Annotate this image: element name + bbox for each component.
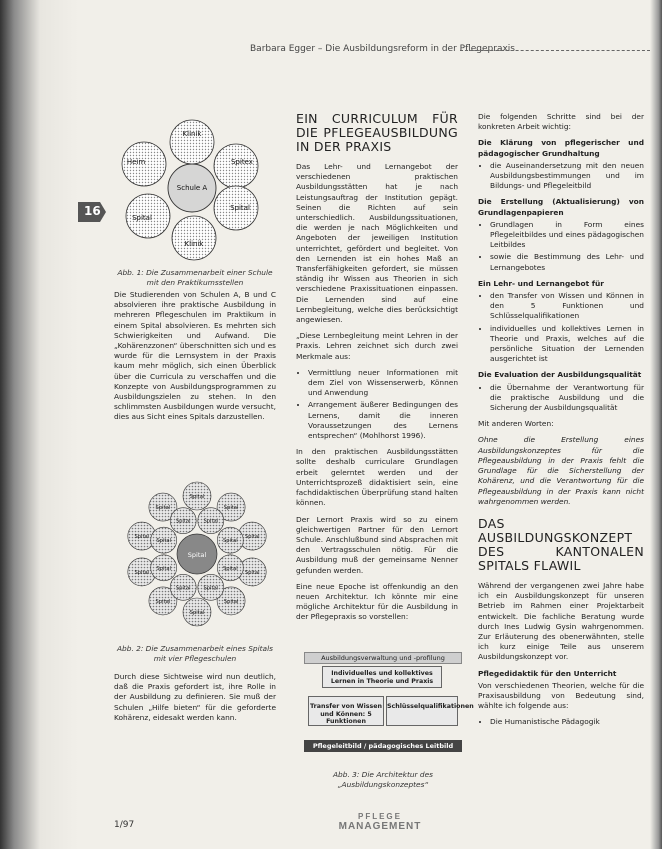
- fig2-node-label: Spital: [175, 518, 191, 525]
- fig2-node-label: Spital: [155, 598, 171, 605]
- col3-bullet: • Die Humanistische Pädagogik: [490, 717, 644, 727]
- col2-paragraph-2: „Diese Lernbegleitung meint Lehren in der Praxis. Lehren zeichnet sich durch zwei Merkmale aus:: [296, 331, 458, 361]
- figure-2-diagram: [122, 470, 272, 638]
- journal-logo: [324, 812, 436, 834]
- col1-paragraph-1: Die Studierenden von Schulen A, B und C absolvieren ihre praktische Ausbildung in mehreren Pflegeschulen im Praktikum in einem Spital absolvieren. Es mehrten sich Schwierigkeiten und Aufwand. Die „Kohärenzzonen“ überschnitten sich und es wurde für die Lernsystem in der Praxis kaum mehr möglich, sich einen Überblick über die Curricula zu verschaffen und die Konzepte von Ausbildungsprogrammen zu Ausbildungszielen zu stehen. In den schlimmsten Ausbildungen wurde versucht, dies aus Sicht eines Spitals darzustellen.: [114, 290, 276, 422]
- col3-subheading-2: Die Erstellung (Aktualisierung) von Grundlagenpapieren: [478, 197, 644, 217]
- fig3-top-band: Ausbildungsverwaltung und -profilung: [304, 652, 462, 664]
- fig1-label-center: Schule A: [176, 184, 208, 192]
- fig2-node-label: Spital: [223, 598, 239, 605]
- col3-bullet: • Grundlagen in Form eines Pflegeleitbildes und eines pädagogischen Leitbildes: [490, 220, 644, 251]
- col2-paragraph-5: Eine neue Epoche ist offenkundig an den neuen Architektur. Ich könnte mir eine mögliche Architektur für die Ausbildung in der Pflegepraxis so vorstellen:: [296, 581, 458, 622]
- fig1-label-5: Klinik: [184, 240, 204, 248]
- col2-paragraph-4: Der Lernort Praxis wird so zu einem gleichwertigen Partner für den Lernort Schule. Anschlußbund sind Absprachen mit den Vertragsschulen nötig. Für die Ausbildung muß der gemeinsame Nenner gefunden werden.: [296, 514, 458, 575]
- fig2-node-label: Spital: [222, 538, 238, 545]
- fig1-label-0: Klinik: [182, 130, 202, 138]
- fig2-node-label: Spital: [244, 569, 260, 576]
- column-1-bottom: [114, 672, 276, 729]
- logo-line-2: MANAGEMENT: [338, 821, 422, 832]
- col3-italic-summary: Ohne die Erstellung eines Ausbildungskonzeptes für die Pflegeausbildung in der Praxis fehlt die Grundlage für die Sicherstellung der Kohärenz, und die Verantwortung für die Pflegeausbildung in der Praxis kann nicht wahrgenommen werden.: [478, 435, 644, 506]
- col3-list-1: [478, 161, 644, 192]
- fig2-node-label: Spital: [244, 534, 260, 541]
- book-spine-shadow: [0, 0, 78, 849]
- col3-mit-anderen-worten: Mit anderen Worten:: [478, 419, 554, 429]
- fig3-box-transfer: Transfer von Wissen und Können: 5 Funktionen: [308, 696, 384, 726]
- col3-subheading-5: Pflegedidaktik für den Unterricht: [478, 668, 617, 678]
- fig2-node-label: Spital: [222, 565, 238, 572]
- fig2-node-label: Spital: [223, 505, 239, 512]
- fig3-box-lernen: Individuelles und kollektives Lernen in Theorie und Praxis: [322, 666, 442, 688]
- col3-list-4: [478, 383, 644, 414]
- col3-bullet: • die Übernahme der Verantwortung für die praktische Ausbildung und die Sicherung der Ausbildungsqualität: [490, 383, 644, 414]
- footer-page-number: 1/97: [114, 820, 135, 830]
- fig2-node-label: Spital: [203, 518, 219, 525]
- figure-2-caption: Abb. 2: Die Zusammenarbeit eines Spitals mit vier Pflegeschulen: [117, 644, 273, 663]
- column-2: [296, 112, 458, 629]
- fig2-node-label: Spital: [134, 569, 150, 576]
- col2-paragraph-3: In den praktischen Ausbildungsstätten sollte deshalb curriculare Grundlagen erbeit gelerntet werden und der Unterrichtsprozeß didaktisiert sein, eine fachdidaktischen Überprüfung stand halten können.: [296, 447, 458, 508]
- fig2-node-label: Spital: [155, 505, 171, 512]
- fig1-label-2: Spitex: [231, 158, 253, 166]
- fig1-node-klinik-top: [170, 120, 214, 164]
- section-heading-ausbildungskonzept: DAS AUSBILDUNGSKONZEPT DES KANTONALEN SPITALS FLAWIL: [478, 515, 644, 573]
- fig2-node-label: Spital: [175, 585, 191, 592]
- fig2-node-label: Spital: [134, 534, 150, 541]
- figure-3-caption: Abb. 3: Die Architektur des „Ausbildungskonzeptes“: [333, 770, 433, 789]
- fig1-label-4: Spital: [230, 204, 250, 212]
- col3-subheading-3: Ein Lehr- und Lernangebot für: [478, 278, 604, 288]
- col3-subheading-4: Die Evaluation der Ausbildungsqualität: [478, 370, 642, 380]
- fig2-node-label: Spital: [156, 565, 172, 572]
- col3-list-2: [478, 220, 644, 273]
- page-edge-shadow: [650, 0, 662, 849]
- fig2-center-label: Spital: [187, 551, 207, 559]
- col3-bullet: • sowie die Bestimmung des Lehr- und Lernangebotes: [490, 252, 644, 272]
- fig3-box-schluessel: Schlüsselqualifikationen: [386, 696, 458, 726]
- fig2-node-label: Spital: [156, 538, 172, 545]
- figure-3-architecture: [304, 652, 474, 752]
- col2-bullet: • Vermittlung neuer Informationen mit dem Ziel von Wissenserwerb, Können und Anwendung: [308, 368, 458, 399]
- column-3: [478, 112, 644, 734]
- figure-1-caption: Abb. 1: Die Zusammenarbeit einer Schule mit den Praktikumsstellen: [117, 268, 273, 287]
- col2-paragraph-1: Das Lehr- und Lernangebot der verschiedenen praktischen Ausbildungsstätten hat je nach Leistungsauftrag der Institution gepägt. Seinen die Richten auf sein unterschiedlich. Ausbildungssituationen, die werden je nach Möglichkeiten und Angeboten der jeweiligen Institution unterrichtet, gefördert und begleitet. Von den Lernenden ist ein hohes Maß an Transferfähigkeiten gefordert, sie müssen ständig ihr Wissen aus Theorien in sich verschiedene Praxissituationen einpassen. Die Lernenden sind auf eine Lernbegleitung, welche dies berücksichtigt angewiesen.: [296, 162, 458, 325]
- col2-bullet-list: [296, 368, 458, 441]
- col3-bullet: • individuelles und kollektives Lernen in Theorie und Praxis, welches auf die persönliche Situation der Lernenden ausgerichtet ist: [490, 324, 644, 365]
- logo-line-1: PFLEGE: [357, 812, 402, 821]
- col3-bullet: • den Transfer von Wissen und Können in den 5 Funktionen und Schlüsselqualifikationen: [490, 291, 644, 322]
- fig3-bottom-band: Pflegeleitbild / pädagogisches Leitbild: [304, 740, 462, 752]
- column-1-top: [114, 290, 276, 429]
- fig2-node-label: Spital: [189, 610, 205, 616]
- fig1-label-1: Heim: [126, 158, 146, 166]
- fig1-node-spitex: [214, 144, 258, 188]
- fig2-node-label: Spital: [189, 494, 205, 500]
- header-rule: [460, 50, 650, 51]
- col1-paragraph-2: Durch diese Sichtweise wird nun deutlich, daß die Praxis gefordert ist, ihre Rolle in der Ausbildung zu definieren. Sie muß der Schulen „Hilfe bieten“ für die geforderte Kohärenz, eidesakt werden kann.: [114, 672, 276, 722]
- col3-list-3: [478, 291, 644, 364]
- col3-paragraph-end: Von verschiedenen Theorien, welche für die Praxisausbildung von Bedeutung sind, wählte ich folgende aus:: [478, 680, 644, 711]
- running-header: Barbara Egger – Die Ausbildungsreform in der Pflegepraxis: [250, 44, 515, 54]
- col3-bullet: • die Auseinandersetzung mit den neuen Ausbildungsbestimmungen und im Bildungs- und Pflegeleitbild: [490, 161, 644, 192]
- figure-1-diagram: [108, 118, 272, 266]
- col3-subheading-1: Die Klärung von pflegerischer und pädagogischer Grundhaltung: [478, 138, 644, 158]
- fig1-label-3: Spital: [132, 214, 152, 222]
- col3-paragraph-last: Während der vergangenen zwei Jahre habe ich ein Ausbildungskonzept für unseren Betrieb im Rahmen einer Projektarbeit entwickelt. Die fachliche Beratung wurde durch Ines Ludwig Gysin wahrgenommen. Zur Erläuterung des obenerwähnten, stelle ich kurz einige Teile aus unserem Ausbildungskonzept vor.: [478, 580, 644, 662]
- fig2-node-label: Spital: [203, 585, 219, 592]
- section-heading-curriculum: EIN CURRICULUM FÜR DIE PFLEGEAUSBILDUNG IN DER PRAXIS: [296, 111, 458, 154]
- col3-intro: Die folgenden Schritte sind bei der konkreten Arbeit wichtig:: [478, 112, 644, 132]
- page-tab-number: 16: [84, 204, 101, 218]
- col3-list-5: [478, 717, 644, 727]
- fig1-node-klinik-bottom: [172, 216, 216, 260]
- col2-bullet: • Arrangement äußerer Bedingungen des Lernens, damit die inneren Voraussetzungen des Lernens entsprechen“ (Mohlhorst 1996).: [308, 400, 458, 441]
